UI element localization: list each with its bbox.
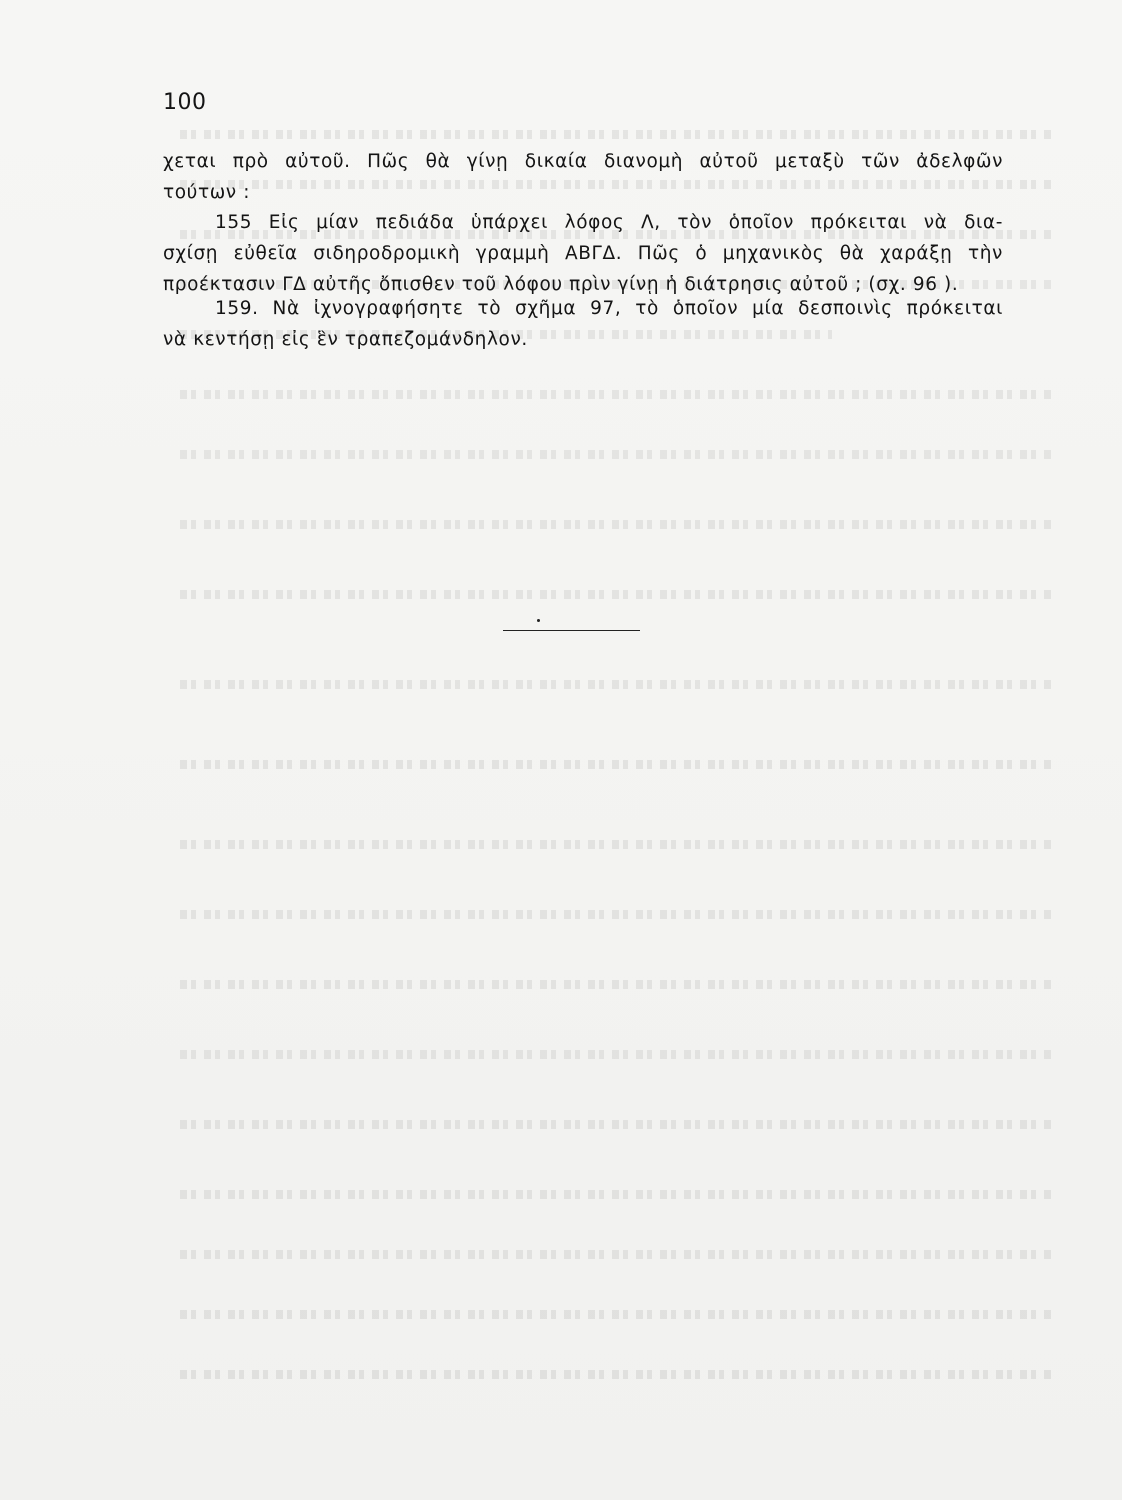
text-line: προέκτασιν ΓΔ αὐτῆς ὄπισθεν τοῦ λόφου πρὶν γίνῃ ἡ διάτρησις αὐτοῦ ; (σχ. 96 ).	[163, 274, 959, 295]
text-line: νὰ κεντήσῃ εἰς ἓν τραπεζομάνδηλον.	[163, 329, 528, 350]
paragraph-end-previous	[163, 146, 1003, 208]
page-number: 100	[163, 90, 207, 115]
text-line: σχίσῃ εὐθεῖα σιδηροδρομικὴ γραμμὴ ΑΒΓΔ. Πῶς ὁ μηχανικὸς θὰ χαράξῃ τὴν	[163, 243, 1003, 264]
exercise-155	[163, 207, 1003, 300]
text-line: χεται πρὸ αὐτοῦ. Πῶς θὰ γίνῃ δικαία διανομὴ αὐτοῦ μεταξὺ τῶν ἀδελφῶν	[163, 151, 1003, 172]
exercise-159	[163, 293, 1003, 355]
separator-dot	[537, 619, 540, 622]
section-separator-rule	[503, 630, 640, 631]
text-line: 159. Νὰ ἰχνογραφήσητε τὸ σχῆμα 97, τὸ ὁποῖον μία δεσποινὶς πρόκειται	[215, 298, 1003, 319]
text-line: τούτων :	[163, 182, 251, 203]
text-line: 155 Εἰς μίαν πεδιάδα ὑπάρχει λόφος Λ, τὸν ὁποῖον πρόκειται νὰ δια-	[215, 212, 1003, 233]
